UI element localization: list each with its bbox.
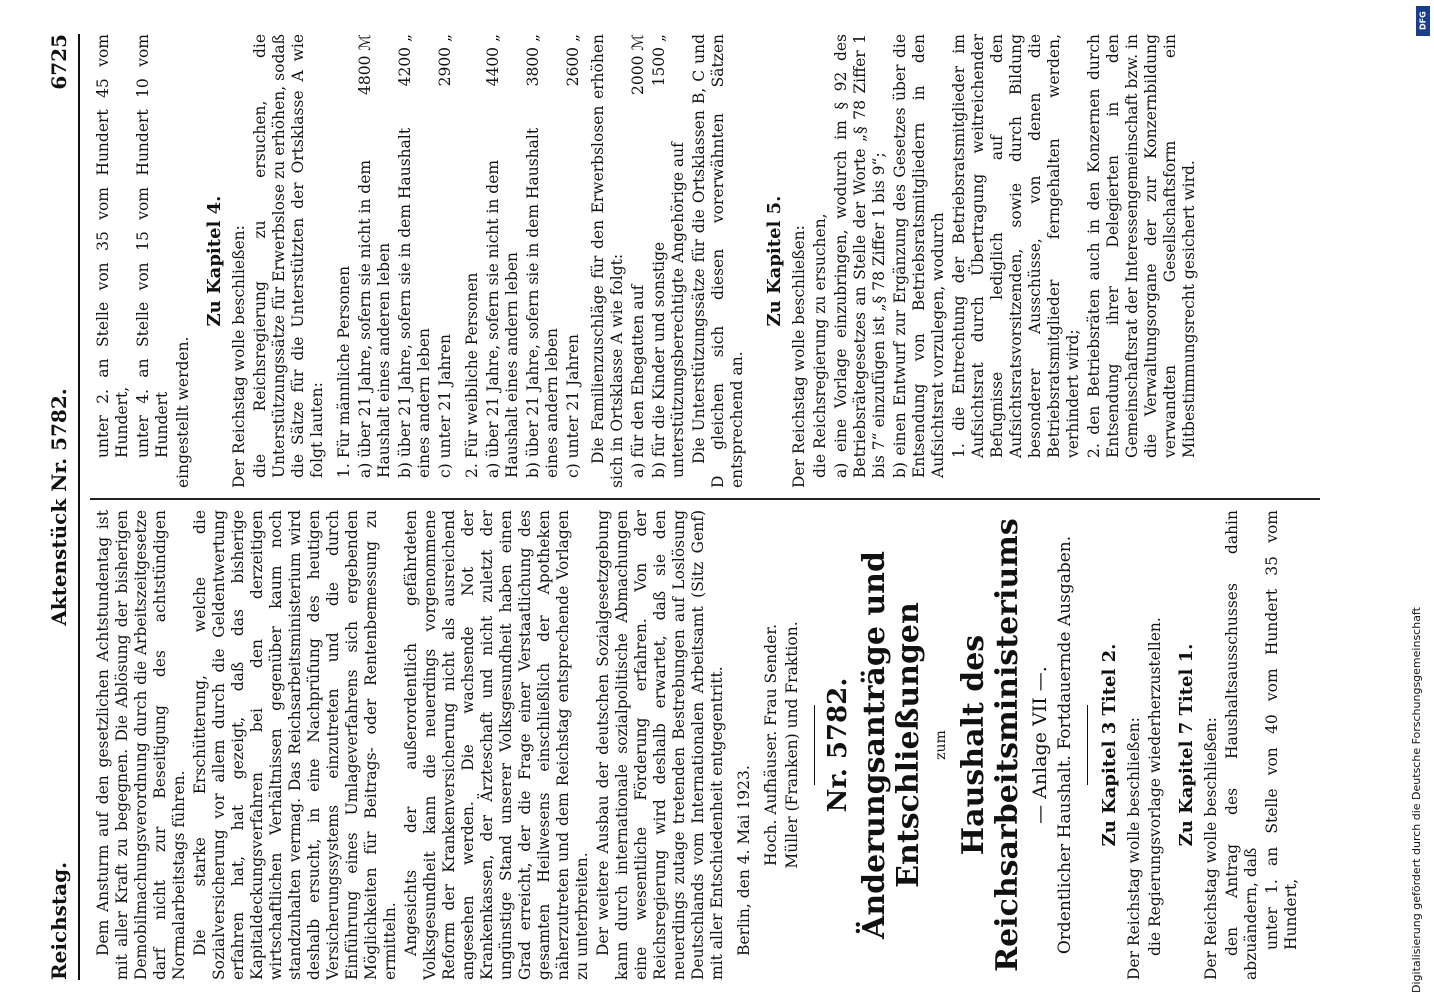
paragraph: eingestellt werden. bbox=[174, 336, 192, 488]
paragraph: Der Reichstag wolle beschließen: bbox=[1202, 717, 1220, 980]
amount: 4800 ℳ bbox=[356, 34, 374, 95]
signature-line: Müller (Franken) und Fraktion. bbox=[783, 621, 801, 869]
document-subtitle: Haushalt des Reichsarbeitsministeriums bbox=[956, 518, 1025, 972]
paragraph: Der Reichstag wolle beschließen: bbox=[790, 225, 808, 488]
amount: 4200 „ bbox=[396, 34, 414, 87]
list-item: 2. den Betriebsräten auch in den Konzernen durch Entsendung ihrer Delegierten in den Gemeinschaftsrat der Interessengemeinschaft bzw. in die Verwaltungsorgane der zur Konzernbildung verwandten Gesellschaftsform ein Mitbestimmungsrecht gesichert wird. bbox=[1085, 34, 1198, 458]
signature-line: Hoch. Aufhäuser. Frau Sender. bbox=[762, 624, 780, 866]
list-item: b) für die Kinder und sonstige unterstützungsberechtigte Angehörige auf 1500 „ bbox=[650, 34, 687, 478]
header-title: Aktenstück Nr. 5782. bbox=[47, 388, 71, 626]
left-column bbox=[94, 510, 1303, 980]
header-left: Reichstag. bbox=[47, 861, 71, 980]
chapter-heading: Zu Kapitel 3 Titel 2. bbox=[1099, 643, 1120, 847]
funding-note bbox=[1400, 8, 1428, 993]
paragraph: Die Familienzuschläge für den Erwerbslosen erhöhen sich in Ortsklasse A wie folgt: bbox=[589, 34, 626, 488]
chapter-heading: Zu Kapitel 5. bbox=[764, 195, 785, 327]
budget-section: Ordentlicher Haushalt. Fortdauernde Ausgaben. bbox=[1055, 535, 1075, 955]
divider-rule bbox=[814, 705, 815, 785]
amount: 2600 „ bbox=[564, 34, 582, 87]
divider-rule bbox=[1087, 705, 1088, 785]
list-item: b) einen Entwurf zur Ergänzung des Gesetzes über die Entsendung von Betriebsratsmitgliedern in den Aufsichtsrat vorzulegen, wodurch bbox=[891, 34, 947, 478]
amount: 4400 „ bbox=[484, 34, 502, 87]
paragraph: Der Reichstag wolle beschließen: bbox=[230, 225, 248, 488]
list-item: b) über 21 Jahre, sofern sie in dem Haushalt eines andern leben 4200 „ bbox=[396, 34, 433, 478]
funding-note-text: Digitalisierung gefördert durch die Deutsche Forschungsgemeinschaft bbox=[1410, 607, 1423, 993]
paragraph: Dem Ansturm auf den gesetzlichen Achtstundentag ist mit aller Kraft zu begegnen. Die Ablösung der bisherigen Demobilmachungsverordnung durch die Arbeitszeitgesetze darf nicht zur Beseitigung des achtstündigen Normalarbeitstags führen. bbox=[94, 510, 188, 980]
paragraph: die Reichsregierung zu ersuchen, bbox=[811, 213, 829, 478]
paragraph: Der Reichstag wolle beschließen: bbox=[1125, 717, 1143, 980]
list-item: a) über 21 Jahre, sofern sie nicht in dem Haushalt eines andern leben 4400 „ bbox=[484, 34, 521, 478]
chapter-heading: Zu Kapitel 7 Titel 1. bbox=[1176, 643, 1197, 847]
amount: 3800 „ bbox=[524, 34, 542, 87]
paragraph: Der weitere Ausbau der deutschen Sozialgesetzgebung kann durch internationale sozialpolitische Abmachungen eine wesentliche Förderung erfahren. Von der Reichsregierung wird deshalb erwartet, daß sie den neuerdings zutage tretenden Bestrebungen auf Loslösung Deutschlands vom Internationalen Arbeitsamt (Sitz Genf) mit aller Entschiedenheit entgegentritt. bbox=[594, 510, 726, 980]
amount: 2000 ℳ bbox=[629, 34, 647, 95]
list-item: a) über 21 Jahre, sofern sie nicht in dem Haushalt eines anderen leben 4800 ℳ bbox=[356, 34, 393, 478]
column-divider bbox=[90, 499, 1320, 501]
page-header bbox=[48, 34, 80, 980]
dfg-logo: DFG bbox=[1416, 6, 1430, 36]
document-title: Änderungsanträge und Entschließungen bbox=[857, 551, 926, 939]
list-item: a) für den Ehegatten auf 2000 ℳ bbox=[629, 34, 647, 478]
amount: 2900 „ bbox=[436, 34, 454, 87]
paragraph: die Regierungsvorlage wiederherzustellen. bbox=[1146, 617, 1164, 956]
paragraph: unter 4. an Stelle von 15 vom Hundert 10 vom Hundert bbox=[134, 34, 171, 458]
list-item: b) über 21 Jahre, sofern sie in dem Haushalt eines andern leben 3800 „ bbox=[524, 34, 561, 478]
date-line: Berlin, den 4. Mai 1923. bbox=[735, 765, 753, 956]
list-item: c) unter 21 Jahren 2900 „ bbox=[436, 34, 454, 478]
chapter-heading: Zu Kapitel 4. bbox=[204, 195, 225, 327]
section-label: 1. Für männliche Personen bbox=[335, 265, 353, 478]
right-column bbox=[94, 34, 1201, 488]
paragraph: den Antrag des Haushaltsausschusses dahin abzuändern, daß bbox=[1223, 510, 1260, 980]
amount: 1500 „ bbox=[650, 34, 668, 87]
paragraph: unter 2. an Stelle von 35 vom Hundert 45 vom Hundert, bbox=[94, 34, 131, 458]
list-item: a) eine Vorlage einzubringen, wodurch im § 92 des Betriebsrätegesetzes an Stelle der Worte „§ 78 Ziffer 1 bis 7“ einzufügen ist „§ 78 Ziffer 1 bis 9“; bbox=[832, 34, 888, 478]
title-connector: zum bbox=[933, 730, 949, 760]
page-number: 6725 bbox=[47, 34, 71, 90]
paragraph: Angesichts der außerordentlich gefährdeten Volksgesundheit kann die neuerdings vorgenommene Reform der Krankenversicherung nicht als ausreichend angesehen werden. Die wachsende Not der Krankenkassen, der Ärzteschaft und nicht zuletzt der ungünstige Stand unserer Volksgesundheit haben einen Grad erreicht, der die Frage einer Verstaatlichung des gesamten Heilwesens einschließlich der Apotheken näherzutreten und dem Reichstag entsprechende Vorlagen zu unterbreiten. bbox=[402, 510, 591, 980]
list-item: c) unter 21 Jahren 2600 „ bbox=[564, 34, 582, 478]
paragraph: Die Unterstützungssätze für die Ortsklassen B, C und D gleichen sich diesen vorerwähnten Sätzen entsprechend an. bbox=[690, 34, 746, 488]
list-item: 1. die Entrechtung der Betriebsratsmitglieder im Aufsichtsrat durch Übertragung weitreichender Befugnisse lediglich auf den Aufsichtsratsvorsitzenden, sowie durch Bildung besonderer Ausschüsse, von denen die Betriebsratsmitglieder ferngehalten werden, verhindert wird; bbox=[950, 34, 1082, 458]
section-label: 2. Für weibliche Personen bbox=[463, 272, 481, 478]
paragraph: Die starke Erschütterung, welche die Sozialversicherung vor allem durch die Geldentwertung erfahren hat, hat gezeigt, daß das bisherige Kapitaldeckungsverfahren bei den derzeitigen wirtschaftlichen Verhältnissen gegenüber kaum noch standzuhalten vermag. Das Reichsarbeitsministerium wird deshalb ersucht, in eine Nachprüfung des heutigen Versicherungssystems einzutreten und die durch Einführung eines Umlageverfahrens sich ergebenden Möglichkeiten für Beitrags- oder Rentenbemessung zu ermitteln. bbox=[191, 510, 399, 980]
anlage-label: — Anlage VII —. bbox=[1029, 666, 1051, 824]
document-number: Nr. 5782. bbox=[823, 677, 853, 813]
paragraph: die Reichsregierung zu ersuchen, die Unterstützungssätze für Erwerbslose zu erhöhen, sodaß die Sätze für die Unterstützten der Ortsklasse A wie folgt lauten: bbox=[251, 34, 326, 478]
paragraph: unter 1. an Stelle von 40 vom Hundert 35 vom Hundert, bbox=[1263, 510, 1300, 950]
